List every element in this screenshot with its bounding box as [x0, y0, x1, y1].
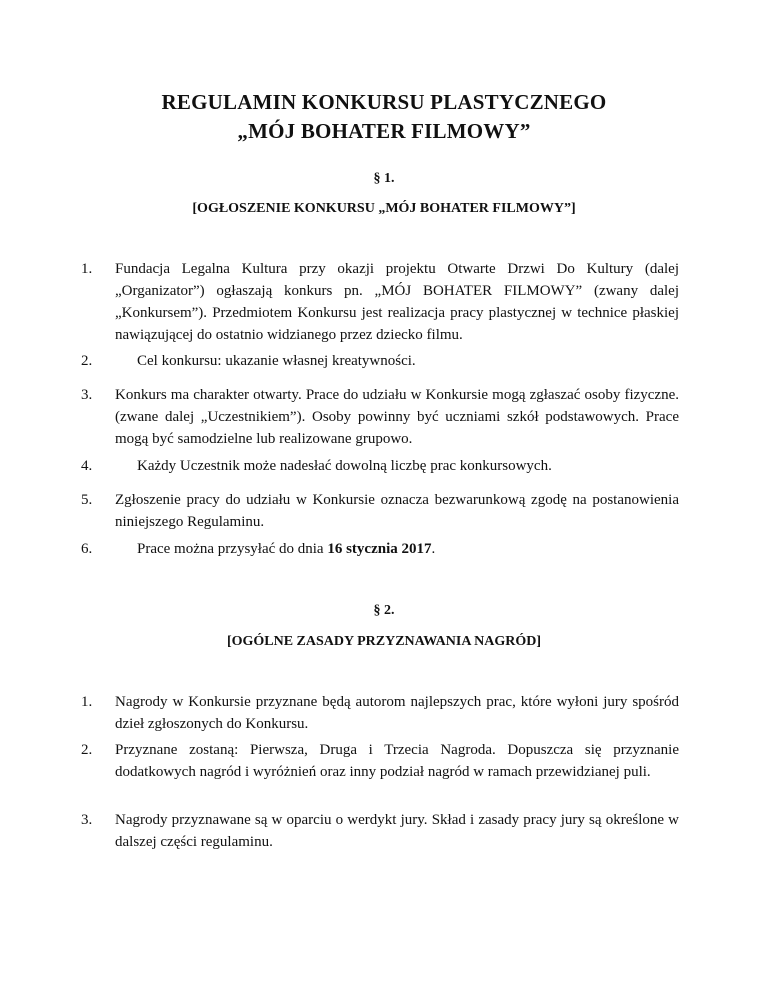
item-number: 2. — [81, 353, 93, 369]
title-line-2: „MÓJ BOHATER FILMOWY” — [237, 119, 531, 143]
section-2-item-2 — [81, 739, 679, 783]
item-number: 6. — [81, 541, 93, 557]
section-2-number: § 2. — [373, 603, 395, 618]
item-number: 1. — [81, 694, 93, 710]
section-2-item-3 — [81, 809, 679, 853]
item-text — [137, 538, 679, 560]
item-number: 3. — [81, 387, 93, 403]
item-text: Konkurs ma charakter otwarty. Prace do udziału w Konkursie mogą zgłaszać osoby fizyczne. (zwane dalej „Uczestnikiem”). Osoby powinny być uczniami szkół podstawowych. Prace mogą być samodzielne lub realizowane grupowo. — [115, 387, 679, 447]
item-text: Każdy Uczestnik może nadesłać dowolną liczbę prac konkursowych. — [137, 458, 552, 474]
section-1-item-4 — [81, 455, 679, 477]
item-text: Nagrody w Konkursie przyznane będą autorom najlepszych prac, które wyłoni jury spośród dzieł zgłoszonych do Konkursu. — [115, 694, 679, 732]
item-text-after: . — [431, 541, 436, 557]
section-1-heading: [OGŁOSZENIE KONKURSU „MÓJ BOHATER FILMOWY”] — [192, 201, 576, 216]
item-number: 2. — [81, 742, 93, 758]
section-2-heading: [OGÓLNE ZASADY PRZYZNAWANIA NAGRÓD] — [226, 634, 542, 649]
item-number: 5. — [81, 492, 93, 508]
title-line-1: REGULAMIN KONKURSU PLASTYCZNEGO — [161, 90, 607, 114]
item-text: Fundacja Legalna Kultura przy okazji projektu Otwarte Drzwi Do Kultury (dalej „Organizator”) ogłaszają konkurs pn. „MÓJ BOHATER FILMOWY” (zwany dalej „Konkursem”). Przedmiotem Konkursu jest realizacja pracy plastycznej w technice płaskiej nawiązującej do ostatnio widzianego przez dziecko filmu. — [115, 261, 679, 343]
item-text: Nagrody przyznawane są w oparciu o werdykt jury. Skład i zasady pracy jury są określone w dalszej części regulaminu. — [115, 812, 679, 850]
item-text: Przyznane zostaną: Pierwsza, Druga i Trzecia Nagroda. Dopuszcza się przyznanie dodatkowych nagród i wyróżnień oraz inny podział nagród w ramach przewidzianej puli. — [115, 742, 679, 780]
item-number: 1. — [81, 261, 93, 277]
section-1-item-6 — [81, 538, 679, 560]
deadline-date: 16 stycznia 2017 — [327, 541, 432, 557]
section-2-item-1 — [81, 691, 679, 735]
item-number: 4. — [81, 458, 93, 474]
section-1-number: § 1. — [373, 171, 395, 186]
item-text: Cel konkursu: ukazanie własnej kreatywności. — [137, 353, 416, 369]
section-1-item-2 — [81, 350, 679, 372]
item-text-before: Prace można przysyłać do dnia — [137, 541, 328, 557]
document-title — [0, 88, 768, 146]
item-text: Zgłoszenie pracy do udziału w Konkursie oznacza bezwarunkową zgodę na postanowienia niniejszego Regulaminu. — [115, 492, 679, 530]
section-1-item-5 — [81, 489, 679, 533]
section-1-item-3 — [81, 384, 679, 450]
item-number: 3. — [81, 812, 93, 828]
section-1-item-1 — [81, 258, 679, 346]
